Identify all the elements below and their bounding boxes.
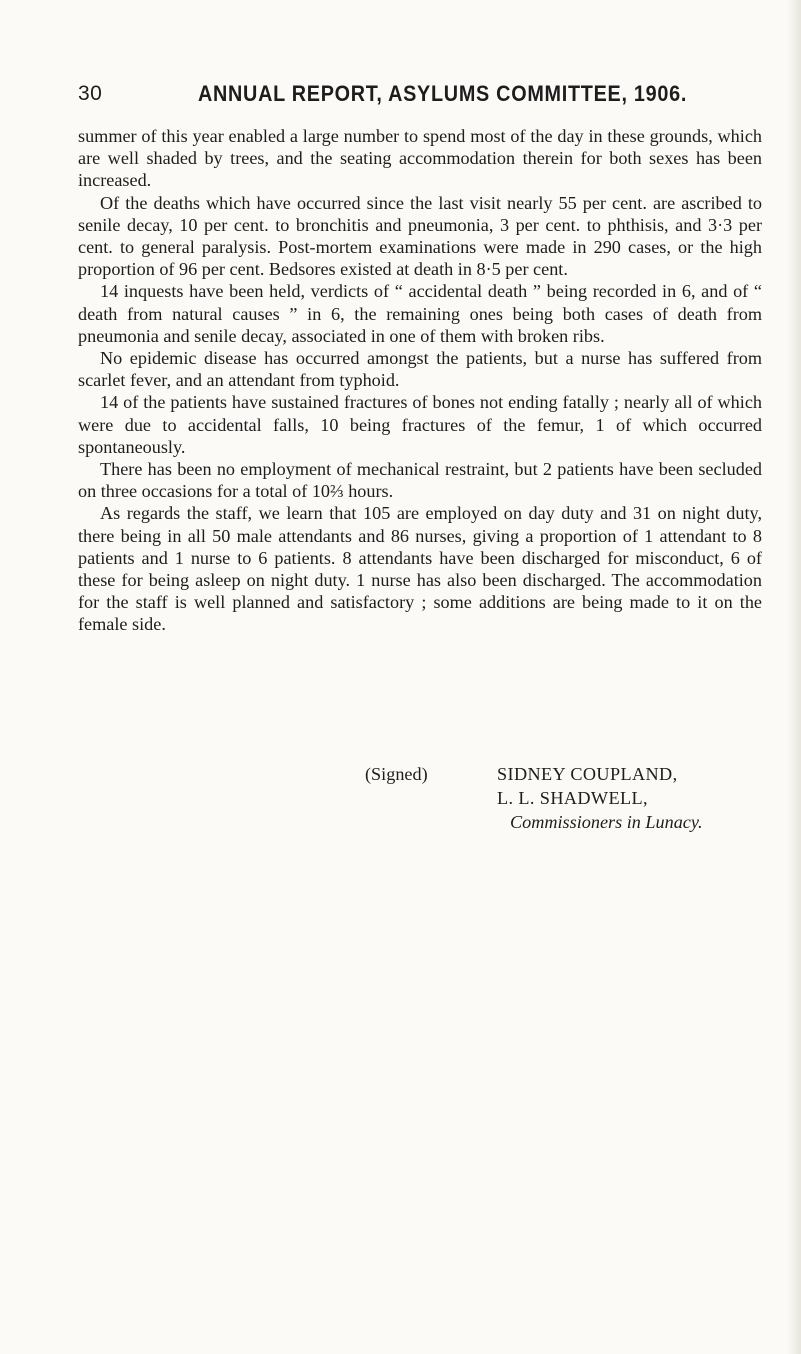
paragraph-continuation: summer of this year enabled a large number to spend most of the day in these grounds, which are well shaded by trees, and the seating accommodation therein for both sexes has been increased. (78, 126, 762, 191)
signatory-title: Commissioners in Lunacy. (510, 812, 703, 832)
page-edge-shadow (787, 0, 801, 1354)
paragraph-fractures: 14 of the patients have sustained fractures of bones not ending fatally ; nearly all of which were due to accidental falls, 10 being fractures of the femur, 1 of which occurred spontaneously. (78, 392, 762, 457)
paragraph-deaths: Of the deaths which have occurred since the last visit nearly 55 per cent. are ascribed to senile decay, 10 per cent. to bronchitis and pneumonia, 3 per cent. to phthisis, and 3·3 per cent. to general paralysis. Post-mortem examinations were made in 290 cases, or the high proportion of 96 per cent. Bedsores existed at death in 8·5 per cent. (78, 192, 762, 280)
running-header: ANNUAL REPORT, ASYLUMS COMMITTEE, 1906. (198, 81, 688, 106)
report-body (78, 125, 762, 636)
paragraph-staff: As regards the staff, we learn that 105 are employed on day duty and 31 on night duty, there being in all 50 male attendants and 86 nurses, giving a proportion of 1 attendant to 8 patients and 1 nurse to 6 patients. 8 attendants have been discharged for misconduct, 6 of these for being asleep on night duty. 1 nurse has also been discharged. The accommodation for the staff is well planned and satisfactory ; some additions are being made to it on the female side. (78, 503, 762, 635)
signatory-name-2: L. L. SHADWELL, (497, 788, 648, 808)
signatory-name-1: SIDNEY COUPLAND, (497, 764, 678, 784)
signed-label: (Signed) (365, 764, 428, 784)
page-number: 30 (78, 82, 103, 105)
paragraph-inquests: 14 inquests have been held, verdicts of “ accidental death ” being recorded in 6, and of “ death from natural causes ” in 6, the remaining ones being both cases of death from pneumonia and senile decay, associated in one of them with broken ribs. (78, 281, 762, 346)
paragraph-epidemic: No epidemic disease has occurred amongst the patients, but a nurse has suffered from scarlet fever, and an attendant from typhoid. (78, 348, 762, 391)
paragraph-restraint: There has been no employment of mechanical restraint, but 2 patients have been secluded on three occasions for a total of 10⅔ hours. (78, 459, 762, 502)
